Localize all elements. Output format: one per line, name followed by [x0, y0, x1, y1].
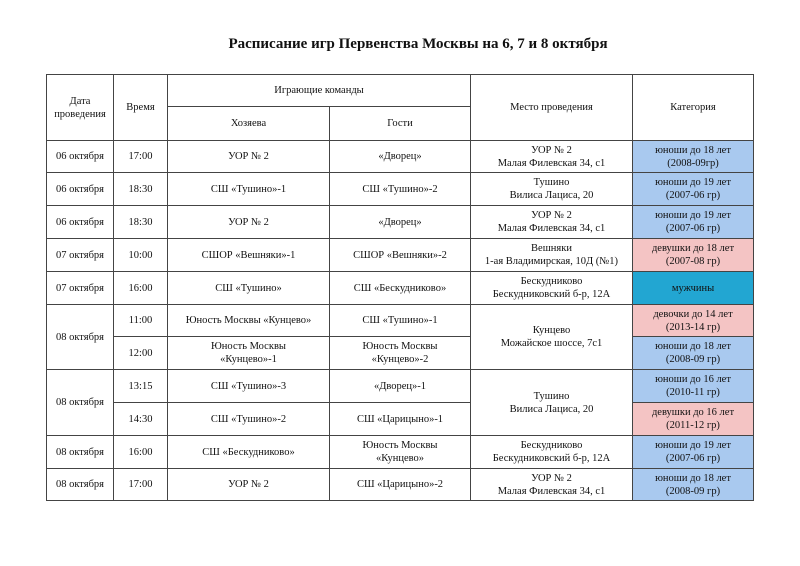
cell-home-team: СШ «Бескудниково»	[168, 436, 330, 469]
table-row	[47, 305, 754, 337]
cell-date: 08 октября	[47, 469, 114, 501]
cell-date: 06 октября	[47, 173, 114, 206]
cell-home-team: УОР № 2	[168, 206, 330, 239]
header-category: Категория	[633, 75, 754, 141]
header-home: Хозяева	[168, 107, 330, 141]
cell-date: 08 октября	[47, 370, 114, 436]
cell-guest-team: «Дворец»	[330, 141, 471, 173]
cell-venue: Бескудниково Бескудниковский б-р, 12А	[471, 436, 633, 469]
table-row	[47, 403, 754, 436]
cell-category: мужчины	[633, 272, 754, 305]
cell-guest-team: СШ «Бескудниково»	[330, 272, 471, 305]
cell-category: юноши до 19 лет (2007-06 гр)	[633, 173, 754, 206]
cell-guest-team: СШ «Царицыно»-1	[330, 403, 471, 436]
cell-time: 16:00	[114, 436, 168, 469]
cell-category: юноши до 19 лет (2007-06 гр)	[633, 206, 754, 239]
header-date: Дата проведения	[47, 75, 114, 141]
cell-category: девушки до 16 лет (2011-12 гр)	[633, 403, 754, 436]
cell-category: юноши до 19 лет (2007-06 гр)	[633, 436, 754, 469]
cell-date: 06 октября	[47, 141, 114, 173]
cell-venue: Бескудниково Бескудниковский б-р, 12А	[471, 272, 633, 305]
cell-guest-team: «Дворец»	[330, 206, 471, 239]
table-row	[47, 239, 754, 272]
table-row	[47, 337, 754, 370]
cell-home-team: СШ «Тушино»-3	[168, 370, 330, 403]
cell-time: 17:00	[114, 469, 168, 501]
cell-category: девушки до 18 лет (2007-08 гр)	[633, 239, 754, 272]
cell-time: 14:30	[114, 403, 168, 436]
header-guests: Гости	[330, 107, 471, 141]
cell-guest-team: Юность Москвы «Кунцево»	[330, 436, 471, 469]
cell-guest-team: СШОР «Вешняки»-2	[330, 239, 471, 272]
cell-home-team: СШ «Тушино»-2	[168, 403, 330, 436]
cell-date: 07 октября	[47, 239, 114, 272]
cell-home-team: Юность Москвы «Кунцево»	[168, 305, 330, 337]
cell-home-team: СШ «Тушино»	[168, 272, 330, 305]
cell-date: 06 октября	[47, 206, 114, 239]
table-row	[47, 436, 754, 469]
cell-venue: УОР № 2 Малая Филевская 34, с1	[471, 469, 633, 501]
cell-time: 13:15	[114, 370, 168, 403]
table-row	[47, 173, 754, 206]
cell-venue: УОР № 2 Малая Филевская 34, с1	[471, 206, 633, 239]
cell-home-team: УОР № 2	[168, 141, 330, 173]
cell-time: 18:30	[114, 206, 168, 239]
header-teams: Играющие команды	[168, 75, 471, 107]
header-venue: Место проведения	[471, 75, 633, 141]
cell-time: 10:00	[114, 239, 168, 272]
table-row	[47, 370, 754, 403]
cell-time: 12:00	[114, 337, 168, 370]
schedule-table	[46, 74, 754, 501]
cell-date: 08 октября	[47, 436, 114, 469]
cell-time: 11:00	[114, 305, 168, 337]
table-row	[47, 272, 754, 305]
cell-time: 17:00	[114, 141, 168, 173]
cell-guest-team: Юность Москвы «Кунцево»-2	[330, 337, 471, 370]
cell-category: юноши до 18 лет (2008-09 гр)	[633, 469, 754, 501]
cell-category: юноши до 18 лет (2008-09гр)	[633, 141, 754, 173]
cell-category: девочки до 14 лет (2013-14 гр)	[633, 305, 754, 337]
cell-guest-team: СШ «Тушино»-1	[330, 305, 471, 337]
cell-guest-team: СШ «Тушино»-2	[330, 173, 471, 206]
table-row	[47, 206, 754, 239]
cell-venue: Тушино Вилиса Лациса, 20	[471, 370, 633, 436]
cell-home-team: УОР № 2	[168, 469, 330, 501]
cell-home-team: СШОР «Вешняки»-1	[168, 239, 330, 272]
cell-time: 18:30	[114, 173, 168, 206]
cell-guest-team: СШ «Царицыно»-2	[330, 469, 471, 501]
cell-date: 07 октября	[47, 272, 114, 305]
cell-category: юноши до 16 лет (2010-11 гр)	[633, 370, 754, 403]
cell-date: 08 октября	[47, 305, 114, 370]
cell-category: юноши до 18 лет (2008-09 гр)	[633, 337, 754, 370]
cell-venue: УОР № 2 Малая Филевская 34, с1	[471, 141, 633, 173]
page-title: Расписание игр Первенства Москвы на 6, 7 и 8 октября	[228, 36, 608, 52]
cell-venue: Тушино Вилиса Лациса, 20	[471, 173, 633, 206]
cell-guest-team: «Дворец»-1	[330, 370, 471, 403]
header-time: Время	[114, 75, 168, 141]
table-row	[47, 469, 754, 501]
cell-time: 16:00	[114, 272, 168, 305]
cell-home-team: Юность Москвы «Кунцево»-1	[168, 337, 330, 370]
table-row	[47, 141, 754, 173]
cell-venue: Кунцево Можайское шоссе, 7с1	[471, 305, 633, 370]
cell-home-team: СШ «Тушино»-1	[168, 173, 330, 206]
cell-venue: Вешняки 1-ая Владимирская, 10Д (№1)	[471, 239, 633, 272]
